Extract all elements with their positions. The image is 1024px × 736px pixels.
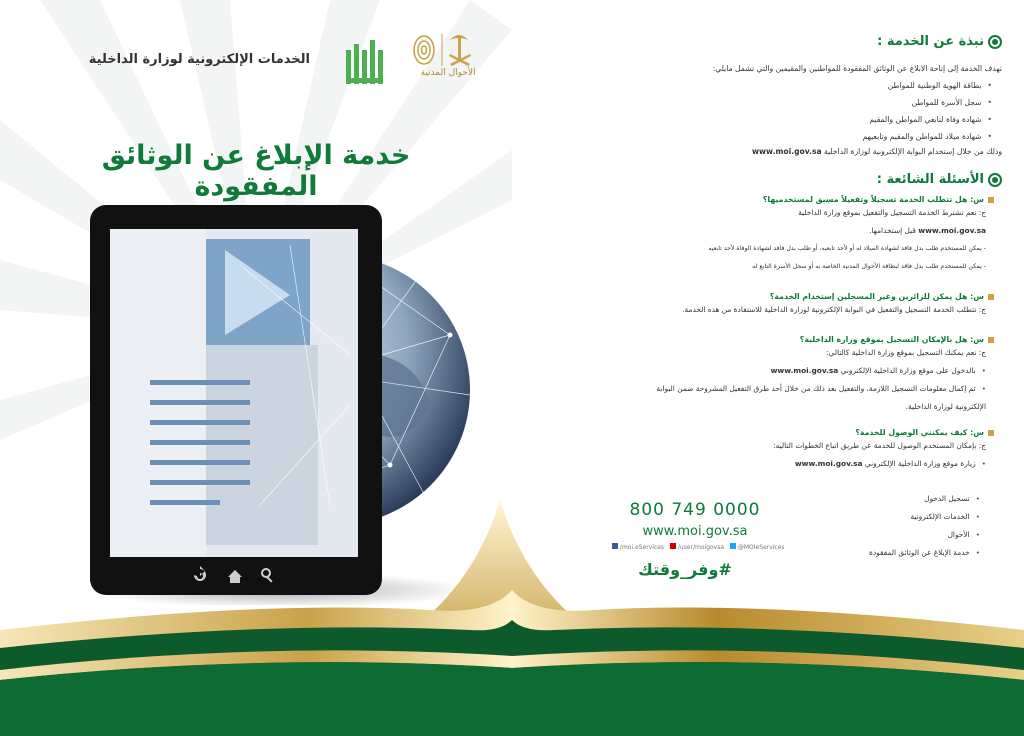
civil-affairs-label: الأحوال المدنية [420,68,476,78]
facebook-icon [612,543,618,549]
faq-answer: ج: بإمكان المستخدم الوصول للخدمة عن طريق اتباع الخطوات التاليه: [773,441,986,450]
twitter-icon [730,543,736,549]
about-heading: نبذة عن الخدمة : [877,34,984,49]
faq-heading: الأسئلة الشائعة : [876,172,984,187]
faq-step: • تسجيل الدخول [790,490,980,508]
social-links [612,543,812,551]
absher-logo [342,28,386,88]
faq-question: س: هل بالإمكان التسجيل بموقع وزارة الداخلية؟ [572,335,994,344]
about-item: • سجل الأسرة للمواطن [622,94,992,111]
faq-answer: ج: تتطلب الخدمة التسجيل والتفعيل في البوابة الإلكترونية لوزارة الداخلية للاستفادة من هذه الخدمة. [682,305,986,314]
faq-answer-row [572,362,994,380]
faq-answer: ج: نعم تشترط الخدمة التسجيل والتفعيل بموقع وزارة الداخلية [798,208,986,217]
faq-step: • خدمة الإبلاغ عن الوثائق المفقودة [790,544,980,562]
info-panel [512,0,1024,736]
faq-step: • الخدمات الإلكترونية [790,508,980,526]
faq-step: • الأحوال [790,526,980,544]
youtube-icon [670,543,676,549]
faq-website-link[interactable]: www.moi.gov.sa [794,459,863,468]
faq-website-link[interactable]: www.moi.gov.sa [918,226,986,235]
about-intro: تهدف الخدمة إلى إتاحة الابلاغ عن الوثائق المفقودة للمواطنين والمقيمين والتي تشمل مايلي: [712,64,1002,73]
faq-answer-text: بالدخول على موقع وزارة الداخلية الإلكتروني [840,366,976,375]
faq-note: - يمكن للمستخدم طلب بدل فاقد لشهادة الميلاد له أو لأحد تابعيه، أو طلب بدل فاقد لشهادة الوفاة لأحد تابعيه [708,245,986,252]
bullet-ring-icon [988,35,1002,49]
about-item: • شهادة وفاة لتابعي المواطن والمقيم [622,111,992,128]
hashtag: #وفر_وقتك [638,560,732,579]
twitter-link[interactable]: @MOIeServices [737,544,785,551]
faq-answer: الإلكترونية لوزارة الداخلية. [905,402,986,411]
faq-note: - يمكن للمستخدم طلب بدل فاقد لبطاقة الأحوال المدنية الخاصة به أو سجل الأسرة التابع له [752,263,986,270]
bullet-ring-icon [988,173,1002,187]
main-title: خدمة الإبلاغ عن الوثائق المفقودة [101,140,411,202]
faq-heading-wrap [812,172,1002,187]
faq-question: س: كيف يمكنني الوصول للخدمة؟ [572,428,994,437]
faq-list [572,195,994,473]
faq-question: س: هل يمكن للزائرين وغير المسجلين إستخدام الخدمة؟ [572,292,994,301]
about-website-link[interactable]: www.moi.gov.sa [752,147,822,156]
phone-number[interactable]: 800 749 0000 [629,500,761,520]
faq-answer: • ثم إكمال معلومات التسجيل اللازمة، والتفعيل بعد ذلك من خلال أحد طرق التفعيل المشروحة ضمن البوابة [572,380,994,398]
about-list [622,77,992,145]
site-title: الخدمات الإلكترونية لوزارة الداخلية [88,52,310,67]
faq-answer-text: قبل إستخدامها. [869,226,916,235]
about-heading-wrap [842,34,1002,49]
faq-answer-row [572,222,994,240]
faq-website-link[interactable]: www.moi.gov.sa [770,366,839,375]
faq-question: س: هل تتطلب الخدمة تسجيلاً وتفعيلاً مسبق لمستخدميها؟ [572,195,994,204]
facebook-link[interactable]: /moi.eServices [619,544,665,551]
contact-website-link[interactable]: www.moi.gov.sa [642,524,748,539]
faq-answer: ج: نعم يمكنك التسجيل بموقع وزارة الداخلية كالتالي: [826,348,986,357]
about-outro-row [622,143,1002,160]
about-item: • شهادة ميلاد للمواطن والمقيم وتابعيهم [622,128,992,145]
faq-steps [790,490,980,562]
faq-answer-row [572,455,994,473]
youtube-link[interactable]: /user/moigovsa [677,544,725,551]
faq-answer-text: زيارة موقع وزارة الداخلية الإلكتروني [864,459,976,468]
about-outro: وذلك من خلال إستخدام البوابة الإلكترونية لوزارة الداخلية [824,147,1002,156]
about-item: • بطاقة الهوية الوطنية للمواطن [622,77,992,94]
civil-affairs-logo [410,30,502,90]
